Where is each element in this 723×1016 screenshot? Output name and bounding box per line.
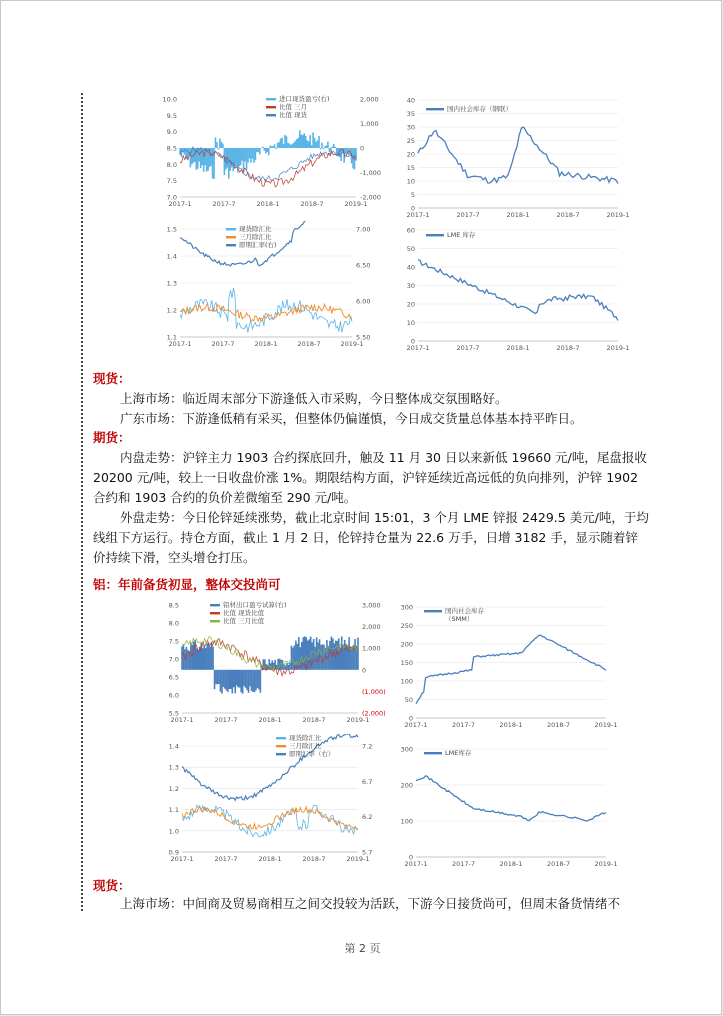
legend-label: 即期汇率（右） [289, 750, 335, 758]
y-tick-label: 15 [406, 164, 415, 172]
y-tick-label: 0 [408, 853, 413, 862]
x-tick-label: 2017-7 [456, 211, 480, 219]
zinc-lme-inventory-chart [396, 223, 636, 359]
y-tick-label: 7.0 [166, 193, 177, 202]
y-tick-label: 8.0 [168, 619, 179, 628]
legend-swatch [266, 98, 276, 100]
legend-swatch [266, 106, 276, 108]
legend-swatch [210, 620, 220, 622]
y-tick-label: 50 [404, 696, 413, 704]
legend-swatch [276, 753, 286, 755]
y-tick-label: 150 [400, 659, 413, 667]
x-tick-label: 2019-1 [346, 855, 370, 863]
y-tick-label: 5 [410, 191, 415, 199]
y-tick-label: 8.5 [168, 601, 179, 610]
y-tick-label: 100 [400, 817, 413, 826]
y-tick-label: 100 [400, 677, 413, 686]
zinc-spread-chart [156, 93, 391, 215]
margin-dotted-line [81, 93, 83, 911]
y-tick-label: 8.5 [166, 144, 177, 153]
page-number: 第 2 页 [344, 942, 381, 955]
x-tick-label: 2017-1 [170, 716, 194, 724]
y-tick-label: 1.1 [168, 806, 179, 815]
y-right-tick-label: 6.00 [356, 297, 371, 306]
legend-label: LME库存 [445, 749, 472, 757]
x-tick-label: 2018-1 [258, 855, 282, 863]
legend-label: 比值 现货比值 [223, 609, 265, 617]
y-tick-label: 9.0 [166, 128, 177, 137]
y-tick-label: 1.3 [166, 279, 177, 288]
x-tick-label: 2017-7 [214, 716, 238, 724]
legend-label: （SMM） [445, 615, 474, 623]
y-tick-label: 1.2 [166, 306, 177, 315]
y-tick-label: 200 [400, 640, 413, 649]
y-right-tick-label: 6.50 [356, 261, 371, 270]
legend-swatch [424, 610, 442, 612]
y-tick-label: 0 [408, 714, 413, 723]
legend-swatch [276, 745, 286, 747]
zinc-spot-shanghai: 上海市场：临近周末部分下游逢低入市采购，今日整体成交氛围略好。 [120, 391, 508, 406]
x-tick-label: 2019-1 [340, 340, 364, 348]
y-right-tick-label: -1,000 [360, 169, 381, 177]
x-tick-label: 2018-1 [256, 200, 280, 208]
y-right-tick-label: 3,000 [362, 601, 381, 610]
lme-inventory-line [418, 260, 618, 321]
x-tick-label: 2017-7 [456, 344, 480, 352]
y-tick-label: 300 [400, 745, 413, 754]
y-tick-label: 50 [406, 245, 415, 253]
y-tick-label: 1.4 [168, 742, 179, 751]
y-tick-label: 300 [400, 603, 413, 612]
zinc-fx-ratio-chart [156, 221, 391, 353]
x-tick-label: 2018-1 [499, 860, 523, 868]
zinc-futures-heading: 期货： [93, 430, 131, 445]
x-tick-label: 2017-7 [214, 855, 238, 863]
y-tick-label: 0 [410, 204, 415, 213]
legend-label: LME 库存 [447, 231, 476, 239]
y-tick-label: 8.0 [166, 160, 177, 169]
y-tick-label: 10.0 [162, 95, 177, 104]
x-tick-label: 2017-7 [451, 860, 476, 868]
zinc-spot-heading: 现货： [93, 371, 131, 386]
legend-swatch [226, 244, 236, 246]
zinc-futures-line-4: 外盘走势：今日伦锌延续涨势，截止北京时间 15:01，3 个月 LME 锌报 2429.5 美元/吨，于均 [120, 510, 649, 525]
x-tick-label: 2018-7 [546, 721, 571, 729]
legend-swatch [426, 234, 444, 236]
x-tick-label: 2017-7 [211, 340, 235, 348]
y-right-tick-label: (1,000) [362, 687, 386, 696]
x-tick-label: 2017-1 [404, 721, 428, 729]
x-tick-label: 2017-1 [168, 340, 192, 348]
y-tick-label: 20 [406, 300, 415, 309]
y-tick-label: 25 [406, 137, 415, 145]
legend-swatch [424, 752, 442, 754]
y-tick-label: 7.5 [168, 637, 179, 646]
legend-label: 铝材出口盈亏试算(右) [223, 601, 287, 609]
zinc-futures-line-6: 价持续下滑，空头增仓打压。 [93, 550, 256, 565]
aluminum-domestic-inventory-chart [394, 599, 619, 737]
y-tick-label: 7.5 [166, 177, 177, 186]
y-tick-label: 1.3 [168, 763, 179, 772]
y-tick-label: 1.2 [168, 784, 179, 793]
x-tick-label: 2018-7 [302, 855, 326, 863]
y-tick-label: 0.9 [168, 848, 179, 857]
y-tick-label: 35 [406, 110, 415, 118]
y-tick-label: 1.4 [166, 252, 177, 261]
y-right-tick-label: 7.2 [362, 742, 373, 751]
y-right-tick-label: 2,000 [360, 95, 379, 104]
y-tick-label: 6.0 [168, 691, 179, 700]
x-tick-label: 2017-7 [451, 721, 476, 729]
zinc-futures-line-5: 线组下方运行。持仓方面，截止 1 月 2 日，伦锌持仓量为 22.6 万手，日增 3182 手，显示随着锌 [93, 530, 638, 545]
y-right-tick-label: 6.7 [362, 777, 373, 786]
x-tick-label: 2017-1 [404, 860, 428, 868]
y-tick-label: 1.1 [166, 333, 177, 342]
legend-swatch [226, 228, 236, 230]
aluminum-fx-ratio-chart [166, 734, 391, 872]
y-right-tick-label: 6.2 [362, 813, 373, 822]
y-right-tick-label: -2,000 [360, 193, 381, 202]
y-tick-label: 0 [410, 337, 415, 346]
zinc-futures-line-3: 合约和 1903 合约的负价差微缩至 290 元/吨。 [93, 490, 357, 505]
legend-swatch [276, 737, 286, 739]
legend-label: 三月除汇比 [239, 233, 272, 241]
zinc-futures-line-2: 20200 元/吨，较上一日收盘价涨 1%。期限结构方面，沪锌延续近高远低的负向排列，沪锌 1902 [93, 470, 639, 485]
y-right-tick-label: (2,000) [362, 709, 386, 718]
zinc-domestic-inventory-chart [396, 93, 636, 221]
x-tick-label: 2018-1 [499, 721, 523, 729]
legend-label: 现货除汇比 [289, 734, 322, 742]
x-tick-label: 2017-7 [212, 200, 236, 208]
y-tick-label: 10 [406, 319, 415, 327]
x-tick-label: 2018-7 [556, 211, 580, 219]
legend-label: 比值 三月比值 [223, 617, 265, 625]
y-tick-label: 9.5 [166, 111, 177, 120]
legend-label: 进口现货盈亏(右) [279, 95, 330, 103]
legend-label: 比值 现货 [279, 111, 308, 119]
x-tick-label: 2018-7 [546, 860, 571, 868]
lme-inventory-line [416, 776, 606, 821]
y-tick-label: 60 [406, 226, 415, 235]
legend-label: 国内社会库存 [445, 607, 484, 615]
aluminum-lme-inventory-chart [394, 741, 619, 871]
y-tick-label: 40 [406, 263, 415, 272]
y-tick-label: 1.0 [168, 827, 179, 836]
y-tick-label: 20 [406, 150, 415, 159]
x-tick-label: 2018-1 [506, 211, 530, 219]
inventory-line [418, 127, 618, 183]
y-tick-label: 5.5 [168, 709, 179, 718]
x-tick-label: 2017-1 [406, 211, 430, 219]
zinc-spot-guangdong: 广东市场：下游逢低稍有采买，但整体仍偏谨慎，今日成交货量总体基本持平昨日。 [120, 411, 583, 426]
zinc-futures-line-1: 内盘走势：沪锌主力 1903 合约探底回升，触及 11 月 30 日以来新低 19660 元/吨，尾盘报收 [120, 450, 647, 465]
legend-swatch [226, 236, 236, 238]
x-tick-label: 2018-7 [302, 716, 326, 724]
y-right-tick-label: 7.00 [356, 225, 371, 234]
y-tick-label: 1.5 [166, 225, 177, 234]
aluminum-section-title: 铝：年前备货初显，整体交投尚可 [93, 577, 281, 592]
x-tick-label: 2019-1 [594, 721, 618, 729]
y-tick-label: 6.5 [168, 673, 179, 682]
y-tick-label: 200 [400, 781, 413, 790]
legend-label: 国内社会库存（钢联） [447, 105, 512, 113]
legend-label: 即期汇率(右) [239, 241, 277, 249]
y-tick-label: 10 [406, 177, 415, 186]
x-tick-label: 2018-7 [556, 344, 580, 352]
y-right-tick-label: 5.7 [362, 848, 373, 857]
y-tick-label: 250 [400, 622, 413, 630]
x-tick-label: 2018-1 [506, 344, 530, 352]
x-tick-label: 2019-1 [606, 211, 630, 219]
x-tick-label: 2018-7 [297, 340, 321, 348]
aluminum-spot-heading: 现货： [93, 878, 131, 893]
y-tick-label: 40 [406, 96, 415, 105]
x-tick-label: 2019-1 [606, 344, 630, 352]
y-right-tick-label: 2,000 [362, 623, 381, 632]
y-tick-label: 7.0 [168, 655, 179, 664]
y-tick-label: 30 [406, 282, 415, 290]
x-tick-label: 2019-1 [344, 200, 368, 208]
y-right-tick-label: 0 [360, 144, 365, 153]
legend-swatch [426, 108, 444, 110]
x-tick-label: 2017-1 [406, 344, 430, 352]
legend-swatch [266, 114, 276, 116]
x-tick-label: 2017-1 [170, 855, 194, 863]
x-tick-label: 2019-1 [346, 716, 370, 724]
y-right-tick-label: 1,000 [360, 120, 379, 128]
y-right-tick-label: 1,000 [362, 644, 381, 653]
x-tick-label: 2018-7 [300, 200, 324, 208]
x-tick-label: 2018-1 [258, 716, 282, 724]
y-right-tick-label: 0 [362, 666, 367, 675]
legend-swatch [210, 604, 220, 606]
x-tick-label: 2017-1 [168, 200, 192, 208]
three-month-fx-ratio-line [180, 304, 352, 322]
legend-label: 现货除汇比 [239, 225, 272, 233]
legend-label: 三月除汇比 [289, 742, 322, 750]
y-tick-label: 30 [406, 123, 415, 132]
al-inventory-line [416, 635, 606, 703]
x-tick-label: 2019-1 [594, 860, 618, 868]
y-right-tick-label: 5.50 [356, 333, 371, 342]
x-tick-label: 2018-1 [254, 340, 278, 348]
aluminum-spot-shanghai: 上海市场：中间商及贸易商相互之间交投较为活跃，下游今日接货尚可，但周末备货情绪不 [120, 896, 621, 911]
aluminum-spread-chart [166, 599, 391, 729]
legend-swatch [210, 612, 220, 614]
legend-label: 比值 三月 [279, 103, 308, 111]
